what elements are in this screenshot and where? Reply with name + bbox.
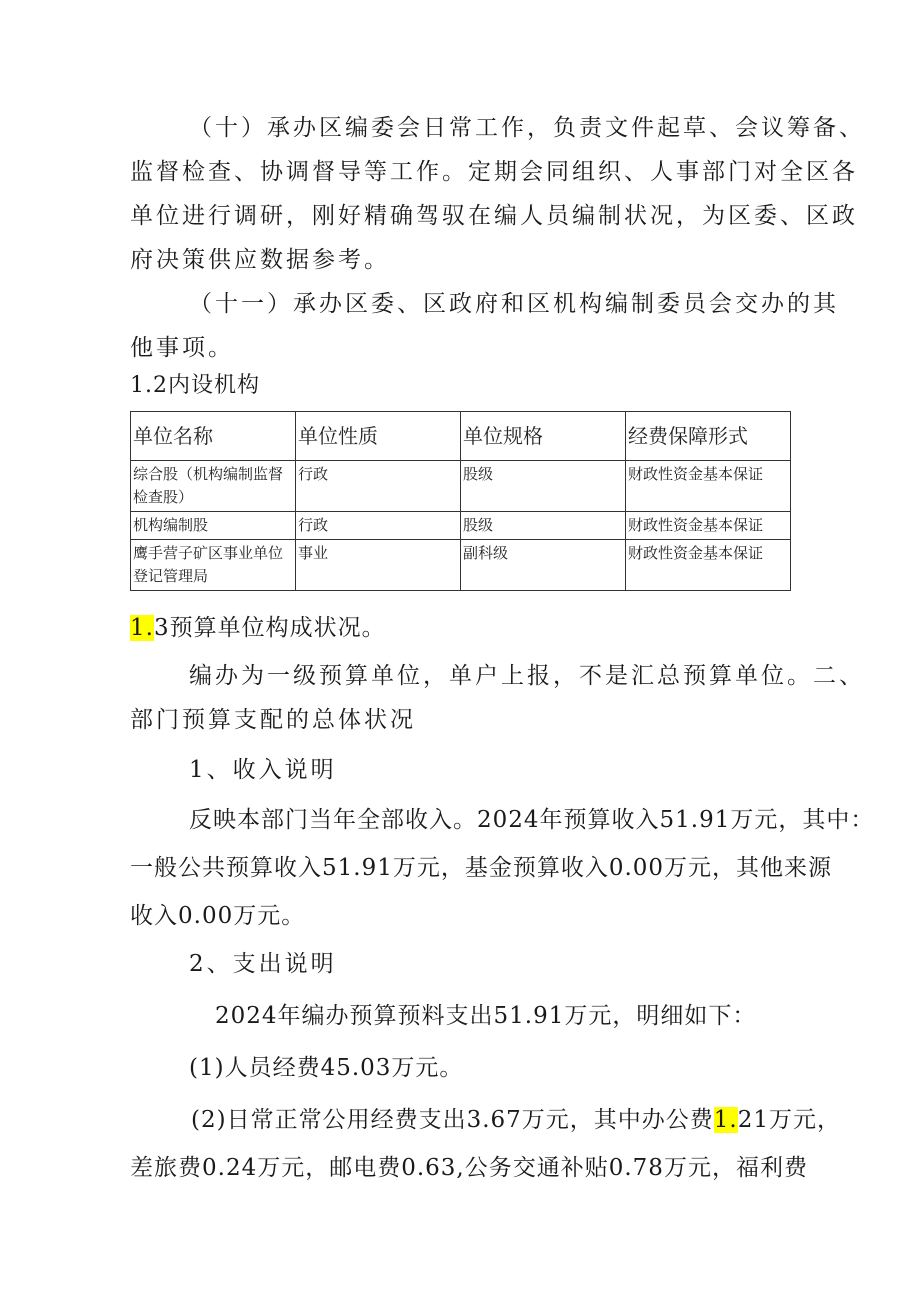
section-1-3-heading (130, 612, 386, 644)
expense-line-4: 差旅费0.24万元，邮电费0.63,公务交通补贴0.78万元，福利费 (130, 1155, 808, 1181)
highlight-mark: 1. (713, 1107, 738, 1133)
table-row (131, 540, 791, 591)
para-10-line-4: 府决策供应数据参考。 (130, 247, 390, 273)
cell-unit-nature: 行政 (296, 512, 461, 540)
expense-line-3-pre: (2)日常正常公用经费支出3.67万元，其中办公费 (191, 1107, 714, 1133)
cell-unit-name: 综合股（机构编制监督检查股） (131, 461, 296, 512)
section-1-3-text: 3预算单位构成状况。 (153, 615, 386, 641)
expense-line-3-post: 21万元， (737, 1107, 842, 1133)
cell-funding-form: 财政性资金基本保证 (626, 461, 791, 512)
income-line-1: 反映本部门当年全部收入。2024年预算收入51.91万元，其中： (189, 807, 875, 833)
cell-funding-form: 财政性资金基本保证 (626, 540, 791, 591)
cell-unit-nature: 行政 (296, 461, 461, 512)
header-unit-nature: 单位性质 (296, 412, 461, 461)
highlight-mark: 1. (130, 615, 154, 641)
table-header-row (131, 412, 791, 461)
cell-unit-nature: 事业 (296, 540, 461, 591)
expense-line-1: 2024年编办预算预料支出51.91万元，明细如下： (215, 1003, 757, 1029)
para-11-line-2: 他事项。 (130, 335, 234, 361)
para-10-line-3: 单位进行调研，刚好精确驾驭在编人员编制状况，为区委、区政 (130, 203, 858, 229)
table-row (131, 512, 791, 540)
cell-unit-name: 鹰手营子矿区事业单位登记管理局 (131, 540, 296, 591)
para-11-line-1: （十一）承办区委、区政府和区机构编制委员会交办的其 (189, 291, 839, 317)
cell-funding-form: 财政性资金基本保证 (626, 512, 791, 540)
income-line-2: 一般公共预算收入51.91万元，基金预算收入0.00万元，其他来源 (130, 855, 833, 881)
header-unit-level: 单位规格 (461, 412, 626, 461)
cell-unit-name: 机构编制股 (131, 512, 296, 540)
income-line-3: 收入0.00万元。 (130, 903, 306, 929)
para-10-line-1: （十）承办区编委会日常工作，负责文件起草、会议筹备、 (189, 115, 865, 141)
budget-unit-line-2: 部门预算支配的总体状况 (130, 707, 416, 733)
cell-unit-level: 股级 (461, 461, 626, 512)
cell-unit-level: 股级 (461, 512, 626, 540)
header-unit-name: 单位名称 (131, 412, 296, 461)
header-funding-form: 经费保障形式 (626, 412, 791, 461)
cell-unit-level: 副科级 (461, 540, 626, 591)
section-1-2-heading: 1.2内设机构 (130, 373, 260, 398)
expense-heading: 2、支出说明 (189, 951, 337, 977)
income-heading: 1、收入说明 (189, 757, 337, 783)
budget-unit-line-1: 编办为一级预算单位，单户上报，不是汇总预算单位。二、 (189, 663, 865, 689)
expense-line-2: (1)人员经费45.03万元。 (189, 1055, 464, 1081)
para-10-line-2: 监督检查、协调督导等工作。定期会同组织、人事部门对全区各 (130, 159, 858, 185)
expense-line-3 (191, 1104, 841, 1136)
org-table (130, 411, 791, 591)
table-row (131, 461, 791, 512)
